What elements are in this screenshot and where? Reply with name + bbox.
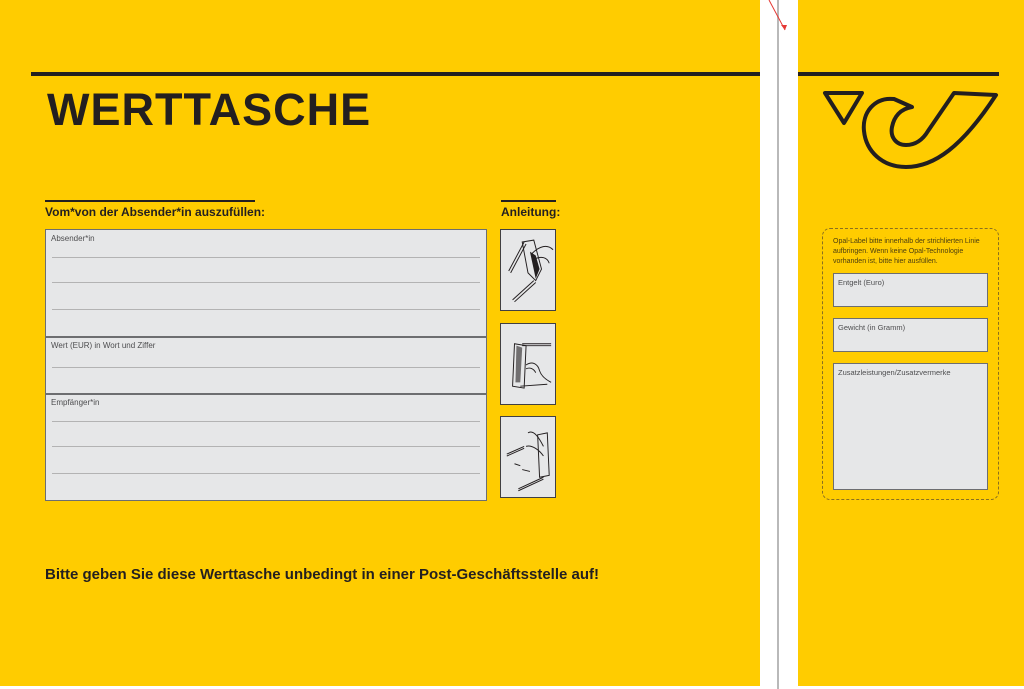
- address-form: [45, 229, 487, 501]
- document-title: WERTTASCHE: [47, 84, 372, 135]
- extra-services-field[interactable]: [833, 363, 988, 490]
- press-seal-icon: [501, 324, 555, 404]
- value-field-label: Wert (EUR) in Wort und Ziffer: [51, 341, 156, 350]
- notice-text: Bitte geben Sie diese Werttasche unbedingt in einer Post-Geschäftsstelle auf!: [45, 566, 600, 583]
- opal-note: Opal-Label bitte innerhalb der strichlierten Linie aufbringen. Wenn keine Opal-Technologie vorhanden ist, bitte hier ausfüllen.: [833, 238, 980, 265]
- recipient-line[interactable]: [52, 421, 480, 422]
- value-line[interactable]: [52, 367, 480, 368]
- arrow-icon: [765, 0, 795, 36]
- recipient-field-label: Empfänger*in: [51, 398, 100, 407]
- sender-line[interactable]: [52, 282, 480, 283]
- instructions-rule: [501, 200, 556, 202]
- post-horn-logo-icon: [822, 89, 1000, 179]
- instructions-label: Anleitung:: [501, 205, 561, 219]
- divider: [46, 336, 486, 338]
- divider: [46, 393, 486, 395]
- side-top-rule: [798, 72, 999, 76]
- fee-label: Entgelt (Euro): [838, 278, 885, 287]
- section-rule: [45, 200, 255, 202]
- instruction-step-1: [500, 229, 556, 311]
- sender-line[interactable]: [52, 257, 480, 258]
- fold-line: [777, 0, 779, 689]
- instruction-step-2: [500, 323, 556, 405]
- sender-section-label: Vom*von der Absender*in auszufüllen:: [45, 205, 266, 219]
- sender-line[interactable]: [52, 309, 480, 310]
- fee-field[interactable]: [833, 273, 988, 307]
- weight-field[interactable]: [833, 318, 988, 352]
- fold-flap-icon: [501, 230, 555, 310]
- top-rule: [31, 72, 760, 76]
- weight-label: Gewicht (in Gramm): [838, 323, 906, 332]
- extra-services-label: Zusatzleistungen/Zusatzvermerke: [838, 368, 951, 377]
- close-envelope-icon: [501, 417, 555, 497]
- sender-field-label: Absender*in: [51, 234, 95, 243]
- instruction-step-3: [500, 416, 556, 498]
- recipient-line[interactable]: [52, 446, 480, 447]
- recipient-line[interactable]: [52, 473, 480, 474]
